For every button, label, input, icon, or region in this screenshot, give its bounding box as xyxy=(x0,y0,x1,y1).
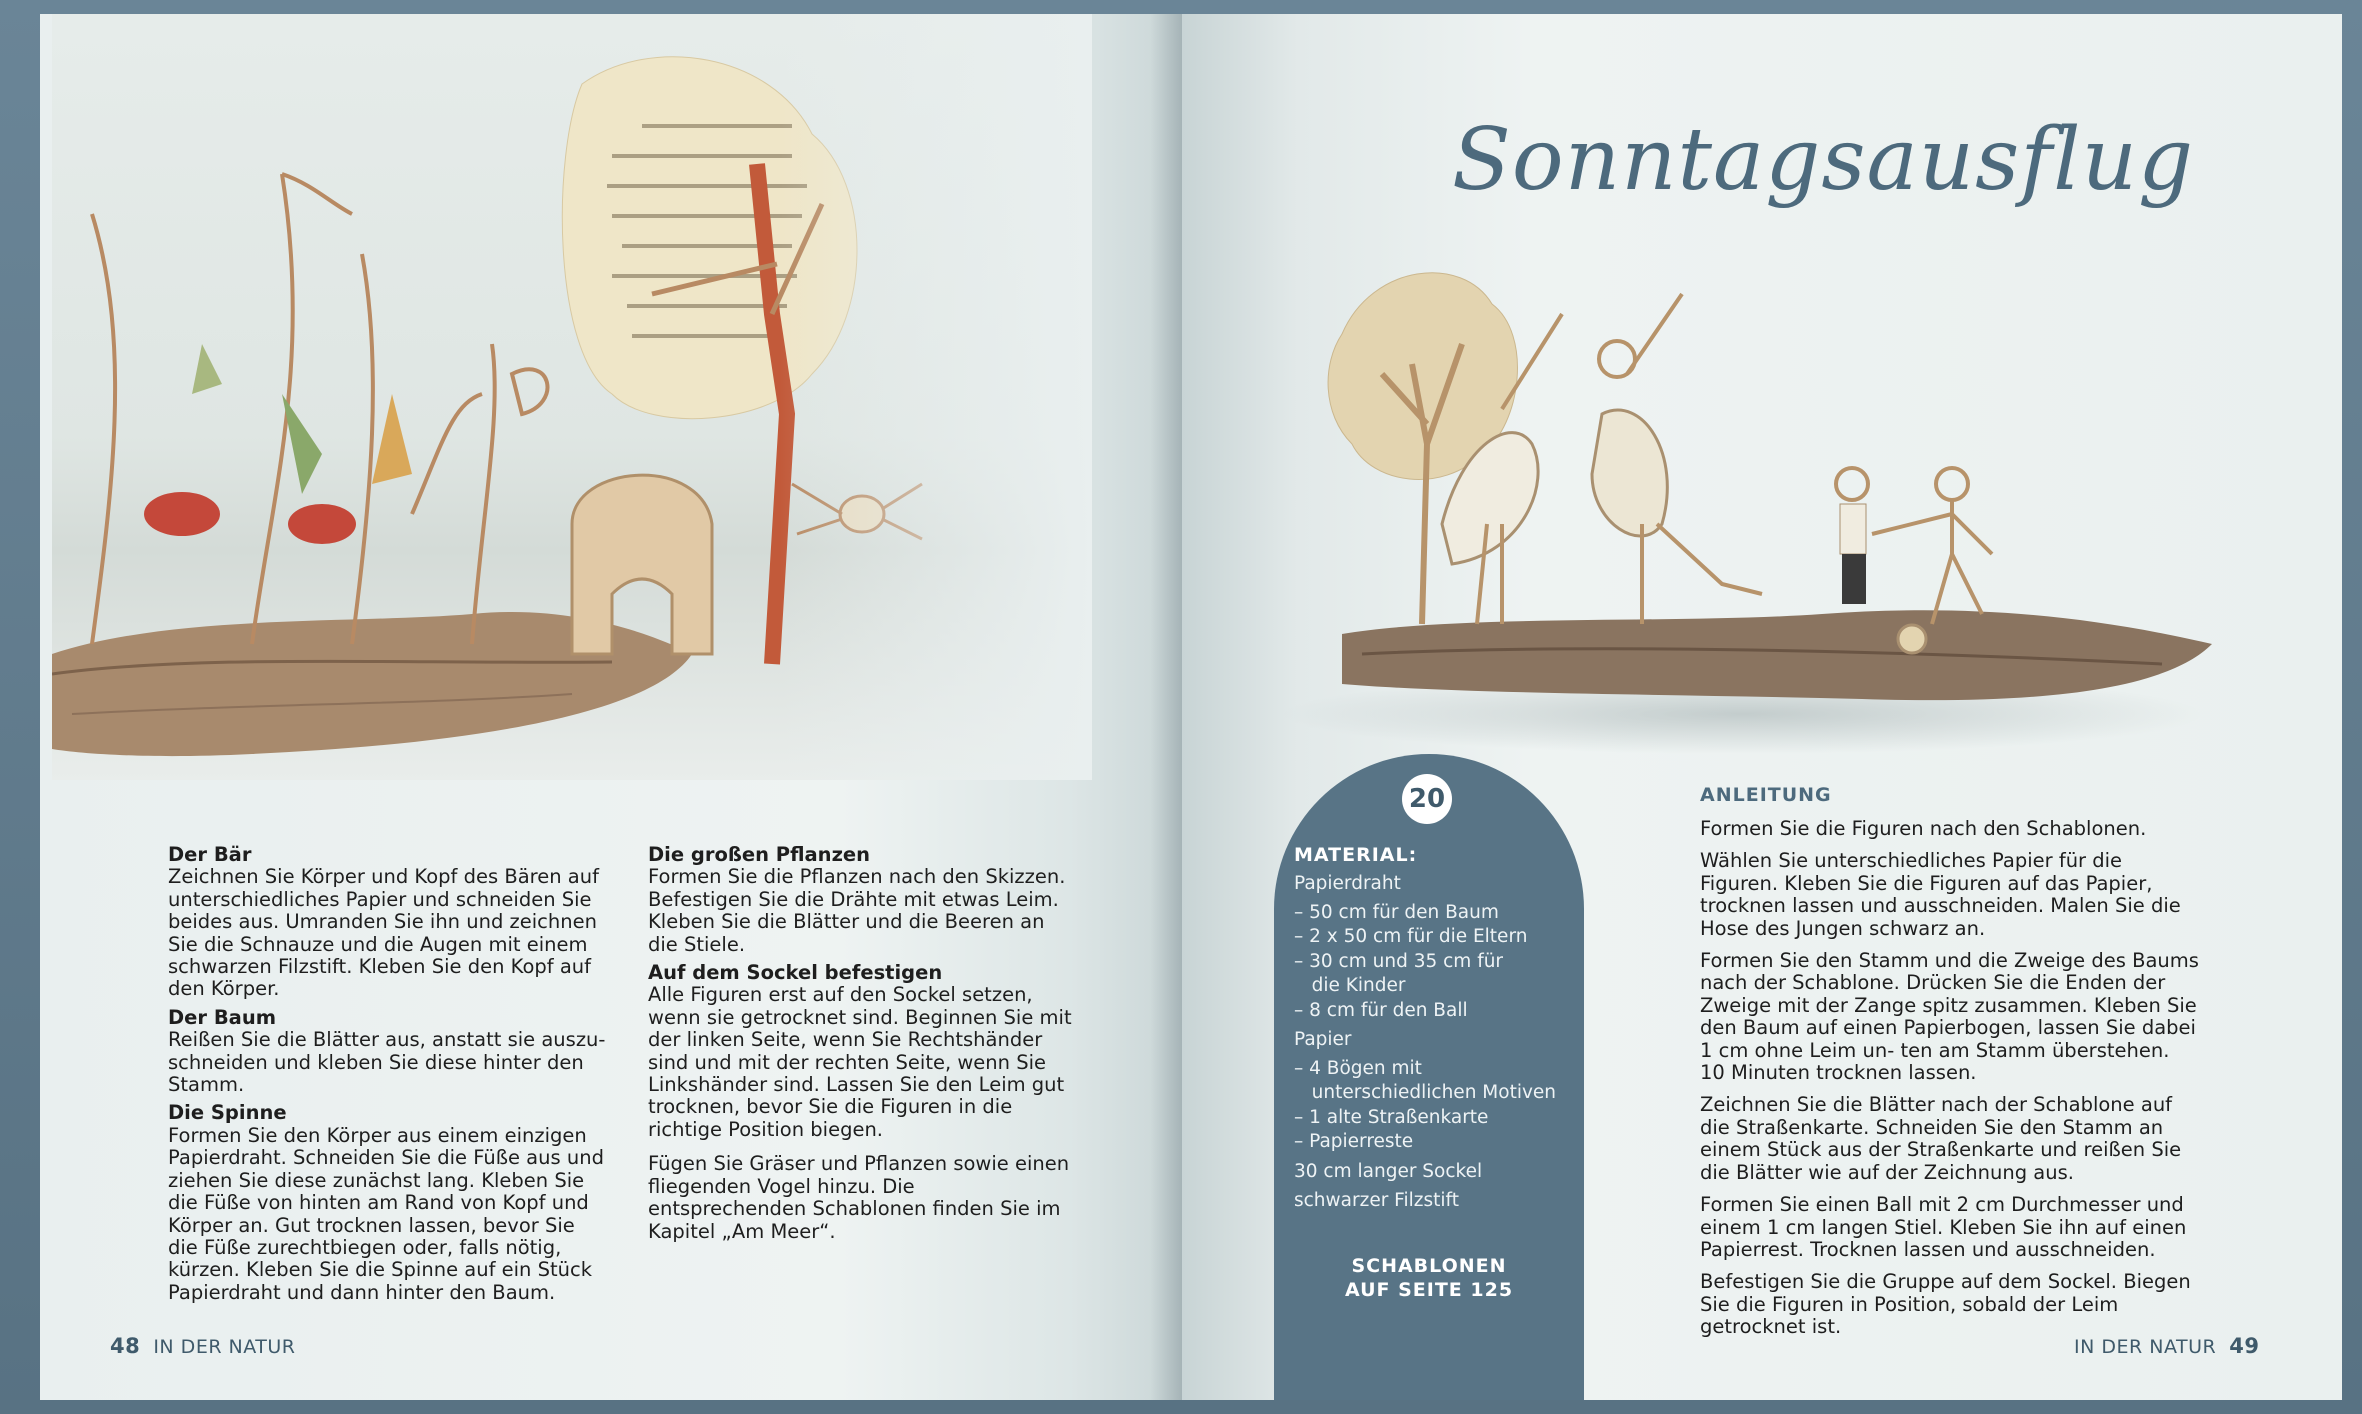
section-body-tree: Reißen Sie die Blätter aus, anstatt sie auszu- schneiden und kleben Sie diese hinter den Stamm. xyxy=(168,1028,606,1097)
section-body-spider: Formen Sie den Körper aus einem einzigen Papierdraht. Schneiden Sie die Füße aus und ziehen Sie diese zunächst lang. Kleben Sie die Füße von hinten am Rand von Kopf und Körper an. Gut trocknen lassen, bevor Sie die Füße zurechtbiegen oder, falls nötig, kürzen. Kleben Sie die Spinne auf ein Stück Papierdraht und dann hinter den Baum. xyxy=(168,1123,604,1304)
instruction-paragraph: Formen Sie einen Ball mit 2 cm Durchmesser und einem 1 cm langen Stiel. Kleben Sie ihn auf einen Papierrest. Trocknen lassen und ausschneiden. xyxy=(1700,1193,2187,1261)
instruction-paragraph: Wählen Sie unterschiedliches Papier für die Figuren. Kleben Sie die Figuren auf das Papier, trocknen lassen und ausschneiden. Malen Sie die Hose des Jungen schwarz an. xyxy=(1700,849,2181,940)
section-label-right: IN DER NATUR xyxy=(2074,1336,2217,1358)
material-item: Papierdraht xyxy=(1294,873,1401,894)
section-heading-tree: Der Baum xyxy=(168,1005,277,1029)
instruction-paragraph: Befestigen Sie die Gruppe auf dem Sockel. Biegen Sie die Figuren in Position, sobald der Leim getrocknet ist. xyxy=(1700,1270,2191,1339)
material-item: unterschiedlichen Motiven xyxy=(1294,1082,1557,1103)
material-item: 30 cm langer Sockel xyxy=(1294,1160,1483,1182)
section-heading-plants: Die großen Pflanzen xyxy=(648,843,871,866)
material-item: – 4 Bögen mit xyxy=(1294,1057,1422,1079)
material-item: – Papierreste xyxy=(1294,1131,1414,1152)
instruction-paragraph: Formen Sie den Stamm und die Zweige des Baums nach der Schablone. Drücken Sie die Enden der Zweige mit der Zange spitz zusammen. Kleben Sie den Baum auf einen Papierbogen, lassen Sie dabei 1 cm ohne Leim un- ten am Stamm überstehen. 10 Minuten trocknen lassen. xyxy=(1700,949,2199,1085)
section-heading-base: Auf dem Sockel befestigen xyxy=(648,961,943,985)
material-item: – 30 cm und 35 cm für xyxy=(1294,950,1504,972)
left-column-2 xyxy=(648,844,1078,1243)
right-page xyxy=(1182,14,2342,1400)
material-item: schwarzer Filzstift xyxy=(1294,1190,1459,1211)
section-body-plants: Formen Sie die Pflanzen nach den Skizzen. Befestigen Sie die Drähte mit etwas Leim. Kleben Sie die Blätter und die Beeren an die Stiele. xyxy=(648,865,1066,956)
material-item: Papier xyxy=(1294,1029,1352,1050)
wire-art-nature-scene-illustration xyxy=(52,14,1092,780)
section-body-base: Alle Figuren erst auf den Sockel setzen, wenn sie getrocknet sind. Beginnen Sie mit der linken Seite, wenn Sie Rechtshänder sind und mit der rechten Seite, wenn Sie Linkshänder sind. Lassen Sie den Leim gut trocknen, bevor Sie die Figuren in die richtige Position biegen. xyxy=(648,983,1072,1141)
templates-line-1: SCHABLONEN xyxy=(1351,1255,1507,1277)
material-item: – 2 x 50 cm für die Eltern xyxy=(1294,926,1528,947)
wire-art-family-outing-illustration xyxy=(1262,194,2262,754)
section-label-left: IN DER NATUR xyxy=(153,1336,296,1358)
instructions-heading: ANLEITUNG xyxy=(1700,784,1832,806)
right-footer xyxy=(2074,1334,2260,1358)
project-number-badge: 20 xyxy=(1402,774,1452,824)
page-title: Sonntagsausflug xyxy=(1452,110,2195,210)
page-number-right: 49 xyxy=(2229,1334,2260,1358)
material-panel xyxy=(1274,754,1584,1400)
instruction-paragraph: Zeichnen Sie die Blätter nach der Schablone auf die Straßenkarte. Schneiden Sie den Stamm an einem Stück aus der Straßenkarte und reißen Sie die Blätter wie auf der Zeichnung aus. xyxy=(1700,1093,2182,1184)
templates-reference xyxy=(1274,1254,1584,1302)
material-list xyxy=(1294,872,1556,1214)
section-heading-bear: Der Bär xyxy=(168,843,252,866)
left-page xyxy=(40,14,1182,1400)
material-item: – 8 cm für den Ball xyxy=(1294,999,1468,1021)
left-column-1 xyxy=(168,844,608,1304)
material-heading: MATERIAL: xyxy=(1294,844,1418,866)
right-photo xyxy=(1262,194,2262,754)
material-item: die Kinder xyxy=(1294,975,1406,996)
section-body-grass: Fügen Sie Gräser und Pflanzen sowie einen fliegenden Vogel hinzu. Die entsprechenden Schablonen finden Sie im Kapitel „Am Meer“. xyxy=(648,1152,1070,1243)
section-body-bear: Zeichnen Sie Körper und Kopf des Bären auf unterschiedliches Papier und schneiden Sie beides aus. Umranden Sie ihn und zeichnen Sie die Schnauze und die Augen mit einem schwarzen Filzstift. Kleben Sie den Kopf auf den Körper. xyxy=(168,865,599,1001)
page-number-left: 48 xyxy=(110,1334,141,1358)
material-item: – 1 alte Straßenkarte xyxy=(1294,1106,1489,1128)
templates-line-2: AUF SEITE 125 xyxy=(1344,1279,1514,1301)
left-footer xyxy=(110,1334,296,1358)
material-item: – 50 cm für den Baum xyxy=(1294,901,1499,923)
instructions-text xyxy=(1700,818,2200,1339)
section-heading-spider: Die Spinne xyxy=(168,1101,287,1125)
instruction-paragraph: Formen Sie die Figuren nach den Schablonen. xyxy=(1700,817,2147,840)
left-photo xyxy=(52,14,1092,780)
